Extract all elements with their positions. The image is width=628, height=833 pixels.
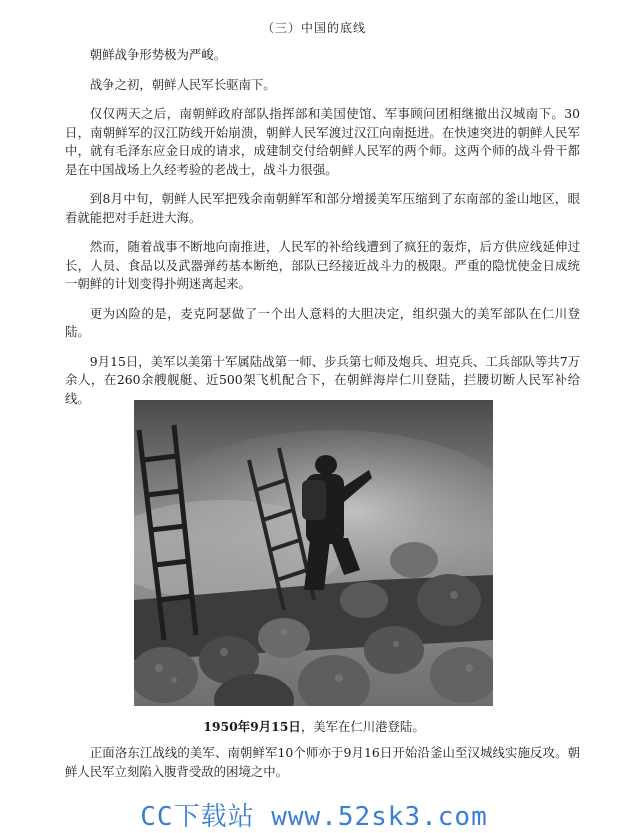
paragraph: 然而，随着战事不断地向南推进，人民军的补给线遭到了疯狂的轰炸，后方供应线延伸过长，人员、食品以及武器弹药基本断绝，部队已经接近战斗力的极限。严重的隐忧使金日成统一朝鲜的计划变得扑朔迷离起来。	[65, 239, 580, 291]
paragraph: 9月15日，美军以美第十军属陆战第一师、步兵第七师及炮兵、坦克兵、工兵部队等共7万余人，在260余艘舰艇、近500架飞机配合下，在朝鲜海岸仁川登陆，拦腰切断人民军补给线。	[65, 353, 580, 406]
paragraph: 战争之初，朝鲜人民军长驱南下。	[89, 76, 276, 92]
paragraph: 仅仅两天之后，南朝鲜政府部队指挥部和美国使馆、军事顾问团相继撤出汉城南下。30日，南朝鲜军的汉江防线开始崩溃，朝鲜人民军渡过汉江向南挺进。在快速突进的朝鲜人民军中，就有毛泽东应金日成的请求，成建制交付给朝鲜人民军的两个师。这两个师的战斗骨干都是在中国战场上久经考验的老战士，战斗力很强。	[65, 106, 580, 177]
landing-photo	[134, 400, 493, 706]
body-text	[65, 46, 580, 419]
page-header: （三）中国的底线	[261, 21, 366, 35]
paragraph: 到8月中旬，朝鲜人民军把残余南朝鲜军和部分增援美军压缩到了东南部的釜山地区，眼看就能把对手赶进大海。	[65, 191, 580, 225]
site-watermark: CC下载站 www.52sk3.com	[140, 802, 488, 832]
photo-caption	[0, 717, 628, 735]
caption-date: 1950年9月15日	[203, 719, 301, 734]
closing-text	[65, 744, 580, 781]
paragraph: 朝鲜战争形势极为严峻。	[89, 47, 227, 62]
paragraph: 正面洛东江战线的美军、南朝鲜军10个师亦于9月16日开始沿釜山至汉城线实施反攻。朝鲜人民军立刻陷入腹背受敌的困境之中。	[65, 745, 580, 779]
paragraph: 更为凶险的是，麦克阿瑟做了一个出人意料的大胆决定，组织强大的美军部队在仁川登陆。	[65, 305, 580, 339]
caption-text: ，美军在仁川港登陆。	[300, 719, 425, 734]
